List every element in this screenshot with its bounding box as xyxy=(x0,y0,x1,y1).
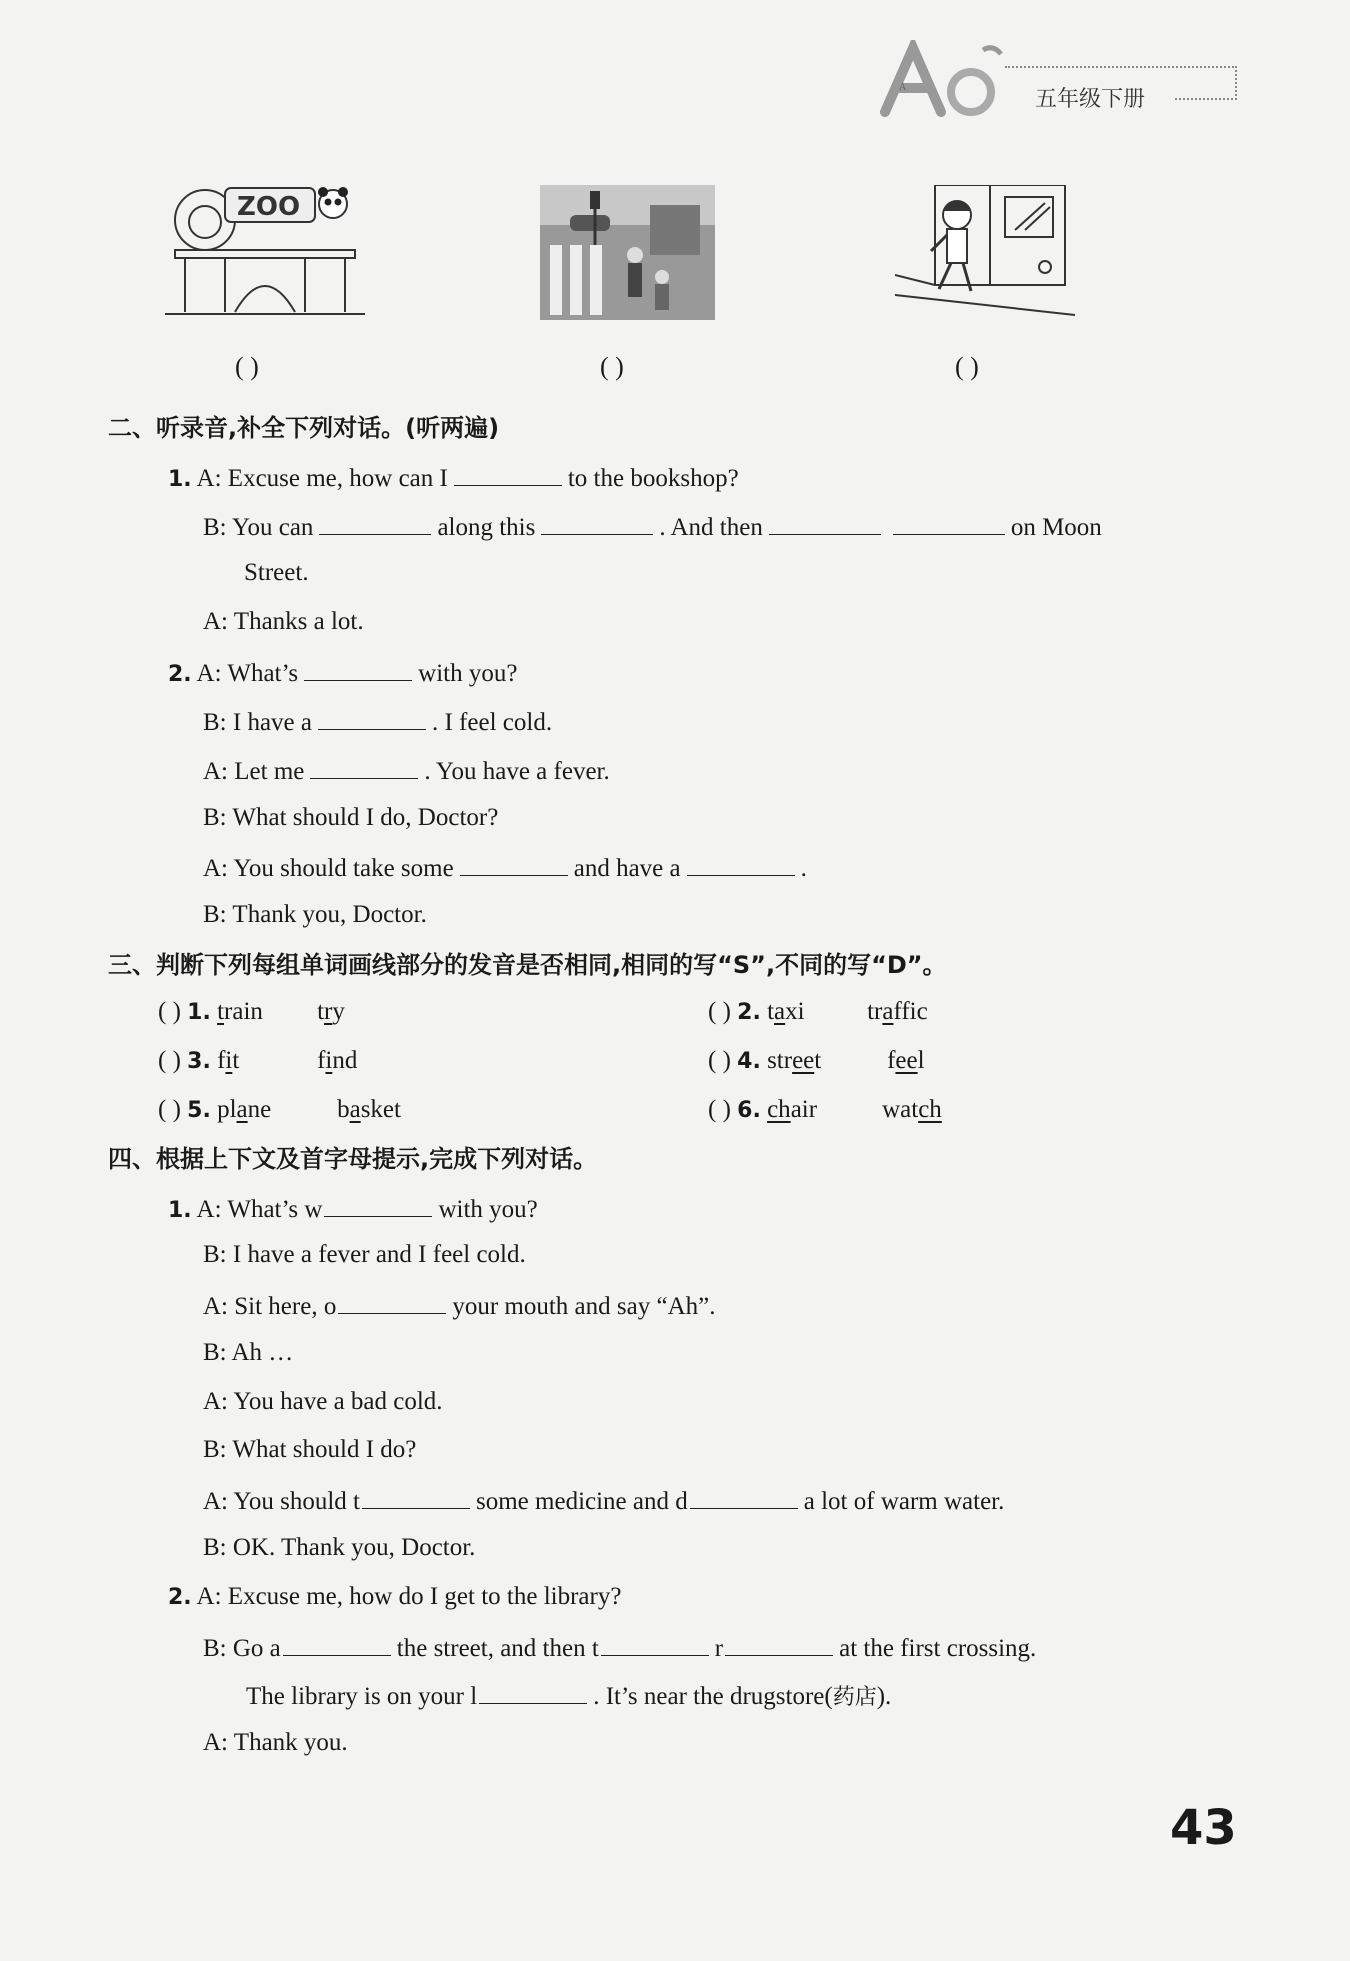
answer-blank[interactable] xyxy=(687,851,795,876)
s4-q2-line3: The library is on your l . It’s near the drugstore(药店). xyxy=(246,1679,891,1713)
answer-blank[interactable] xyxy=(541,510,653,535)
s2-q1-line2: B: You can along this . And then on Moon xyxy=(203,510,1102,543)
s4-q1-line3: A: Sit here, o your mouth and say “Ah”. xyxy=(203,1289,715,1322)
answer-blank[interactable] xyxy=(725,1631,833,1656)
s2-q2-line3: A: Let me . You have a fever. xyxy=(203,754,610,787)
answer-blank[interactable] xyxy=(479,1679,587,1704)
s3-item-3: ( ) 3. fit find xyxy=(158,1047,358,1074)
s3-item-2: ( ) 2. taxi traffic xyxy=(708,998,928,1025)
s2-q2-line4: B: What should I do, Doctor? xyxy=(203,804,499,831)
s4-q1-line1: 1. A: What’s w with you? xyxy=(168,1192,538,1226)
answer-blank[interactable] xyxy=(283,1631,391,1656)
s2-q1-line3: Street. xyxy=(244,559,309,586)
girl-leaving-train-picture xyxy=(895,185,1075,330)
answer-blank[interactable] xyxy=(893,510,1005,535)
s3-answer-paren[interactable]: ( ) xyxy=(708,998,731,1025)
grade-label: 五年级下册 xyxy=(1035,87,1146,112)
answer-blank[interactable] xyxy=(338,1289,446,1314)
svg-text:A: A xyxy=(899,82,907,93)
s3-answer-paren[interactable]: ( ) xyxy=(708,1047,731,1074)
s4-q1-line5: A: You have a bad cold. xyxy=(203,1388,443,1415)
s3-item-4: ( ) 4. street feel xyxy=(708,1047,925,1074)
answer-blank[interactable] xyxy=(324,1192,432,1217)
answer-blank[interactable] xyxy=(310,754,418,779)
s4-q1-line2: B: I have a fever and I feel cold. xyxy=(203,1241,526,1268)
s4-q2-line4: A: Thank you. xyxy=(203,1729,348,1756)
answer-blank[interactable] xyxy=(304,656,412,681)
page-header xyxy=(875,40,1245,130)
answer-blank[interactable] xyxy=(601,1631,709,1656)
section-4-title: 四、根据上下文及首字母提示,完成下列对话。 xyxy=(108,1145,598,1173)
s3-item-5: ( ) 5. plane basket xyxy=(158,1096,401,1123)
s3-answer-paren[interactable]: ( ) xyxy=(708,1096,731,1123)
s3-answer-paren[interactable]: ( ) xyxy=(158,1047,181,1074)
answer-blank[interactable] xyxy=(690,1484,798,1509)
picture-1-answer[interactable]: ( ) xyxy=(235,352,259,381)
s2-q2-line1: 2. A: What’s with you? xyxy=(168,656,517,690)
s2-q1-line4: A: Thanks a lot. xyxy=(203,608,364,635)
answer-blank[interactable] xyxy=(318,705,426,730)
answer-blank[interactable] xyxy=(460,851,568,876)
picture-3-answer[interactable]: ( ) xyxy=(955,352,979,381)
s2-q2-line2: B: I have a . I feel cold. xyxy=(203,705,552,738)
s4-q1-line7: A: You should t some medicine and d a lot of warm water. xyxy=(203,1484,1004,1517)
street-crossing-picture xyxy=(540,185,715,320)
s4-q1-line6: B: What should I do? xyxy=(203,1436,417,1463)
answer-blank[interactable] xyxy=(454,461,562,486)
s2-q2-line6: B: Thank you, Doctor. xyxy=(203,901,427,928)
zoo-sign-text: ZOO xyxy=(237,192,301,222)
s4-q1-line8: B: OK. Thank you, Doctor. xyxy=(203,1534,476,1561)
zoo-picture xyxy=(165,180,365,320)
s4-q2-line1: 2. A: Excuse me, how do I get to the library? xyxy=(168,1583,622,1610)
section-2-title: 二、听录音,补全下列对话。(听两遍) xyxy=(108,414,500,442)
s2-q2-line5: A: You should take some and have a . xyxy=(203,851,807,884)
answer-blank[interactable] xyxy=(319,510,431,535)
s3-item-6: ( ) 6. chair watch xyxy=(708,1096,942,1123)
s4-q1-line4: B: Ah … xyxy=(203,1339,294,1366)
section-3-title: 三、判断下列每组单词画线部分的发音是否相同,相同的写“S”,不同的写“D”。 xyxy=(108,951,947,979)
s3-answer-paren[interactable]: ( ) xyxy=(158,1096,181,1123)
answer-blank[interactable] xyxy=(362,1484,470,1509)
a-plus-logo xyxy=(875,40,1015,120)
s4-q2-line2: B: Go a the street, and then t r at the first crossing. xyxy=(203,1631,1036,1664)
s2-q1-line1: 1. A: Excuse me, how can I to the bookshop? xyxy=(168,461,739,495)
s3-item-1: ( ) 1. train try xyxy=(158,998,345,1025)
page-number: 43 xyxy=(1170,1800,1237,1856)
answer-blank[interactable] xyxy=(769,510,881,535)
picture-2-answer[interactable]: ( ) xyxy=(600,352,624,381)
s3-answer-paren[interactable]: ( ) xyxy=(158,998,181,1025)
